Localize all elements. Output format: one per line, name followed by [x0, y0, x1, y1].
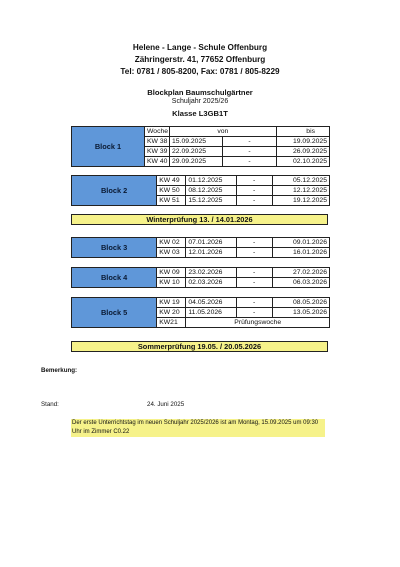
winter-exam-banner: Winterprüfung 13. / 14.01.2026 — [71, 214, 328, 225]
block-label: Block 2 — [72, 176, 157, 206]
table-row: Block 2 KW 49 01.12.2025 - 05.12.2025 — [72, 176, 330, 186]
block-1-table — [71, 126, 330, 167]
block-label: Block 5 — [72, 298, 157, 328]
block-label: Block 4 — [72, 268, 157, 288]
stand-date: 24. Juni 2025 — [147, 401, 185, 408]
plan-class: Klasse L3GB1T — [172, 109, 228, 118]
table-row: KW 10 02.03.2026 - 06.03.2026 — [72, 278, 330, 288]
table-row: Block 4 KW 09 23.02.2026 - 27.02.2026 — [72, 268, 330, 278]
block-4-table — [71, 267, 330, 288]
header-von: von — [170, 127, 277, 137]
table-row: KW 20 11.05.2026 - 13.05.2026 — [72, 308, 330, 318]
block-2-table — [71, 175, 330, 206]
block-3-table — [71, 237, 330, 258]
table-row: Block 5 KW 19 04.05.2026 - 08.05.2026 — [72, 298, 330, 308]
school-contact: Tel: 0781 / 805-8200, Fax: 0781 / 805-8229 — [120, 67, 280, 76]
remarks-label: Bemerkung: — [41, 367, 78, 374]
school-address: Zähringerstr. 41, 77652 Offenburg — [134, 55, 266, 64]
block-5-table — [71, 297, 330, 328]
header-woche: Woche — [145, 127, 170, 137]
header-bis: bis — [276, 127, 329, 137]
table-row: KW 38 15.09.2025 - 19.09.2025 — [72, 137, 330, 147]
block-label: Block 3 — [72, 238, 157, 258]
table-row: KW 39 22.09.2025 - 26.09.2025 — [72, 147, 330, 157]
stand-label: Stand: — [41, 401, 59, 408]
table-row: KW 03 12.01.2026 - 16.01.2026 — [72, 248, 330, 258]
summer-exam-banner: Sommerprüfung 19.05. / 20.05.2026 — [71, 341, 328, 352]
school-name: Helene - Lange - Schule Offenburg — [132, 43, 268, 52]
first-day-info: Der erste Unterrichtstag im neuen Schuljahr 2025/2026 ist am Montag, 15.09.2025 um 09:30 Uhr im Zimmer C0.22 — [71, 419, 325, 437]
table-row: KW 50 08.12.2025 - 12.12.2025 — [72, 186, 330, 196]
table-row: KW 51 15.12.2025 - 19.12.2025 — [72, 196, 330, 206]
plan-title: Blockplan Baumschulgärtner — [147, 88, 253, 97]
table-row: Block 3 KW 02 07.01.2026 - 09.01.2026 — [72, 238, 330, 248]
exam-week-label: Prüfungswoche — [186, 318, 330, 328]
table-row: KW21 Prüfungswoche — [72, 318, 330, 328]
plan-year: Schuljahr 2025/26 — [171, 98, 229, 105]
table-row: KW 40 29.09.2025 - 02.10.2025 — [72, 157, 330, 167]
block-label: Block 1 — [72, 127, 145, 167]
